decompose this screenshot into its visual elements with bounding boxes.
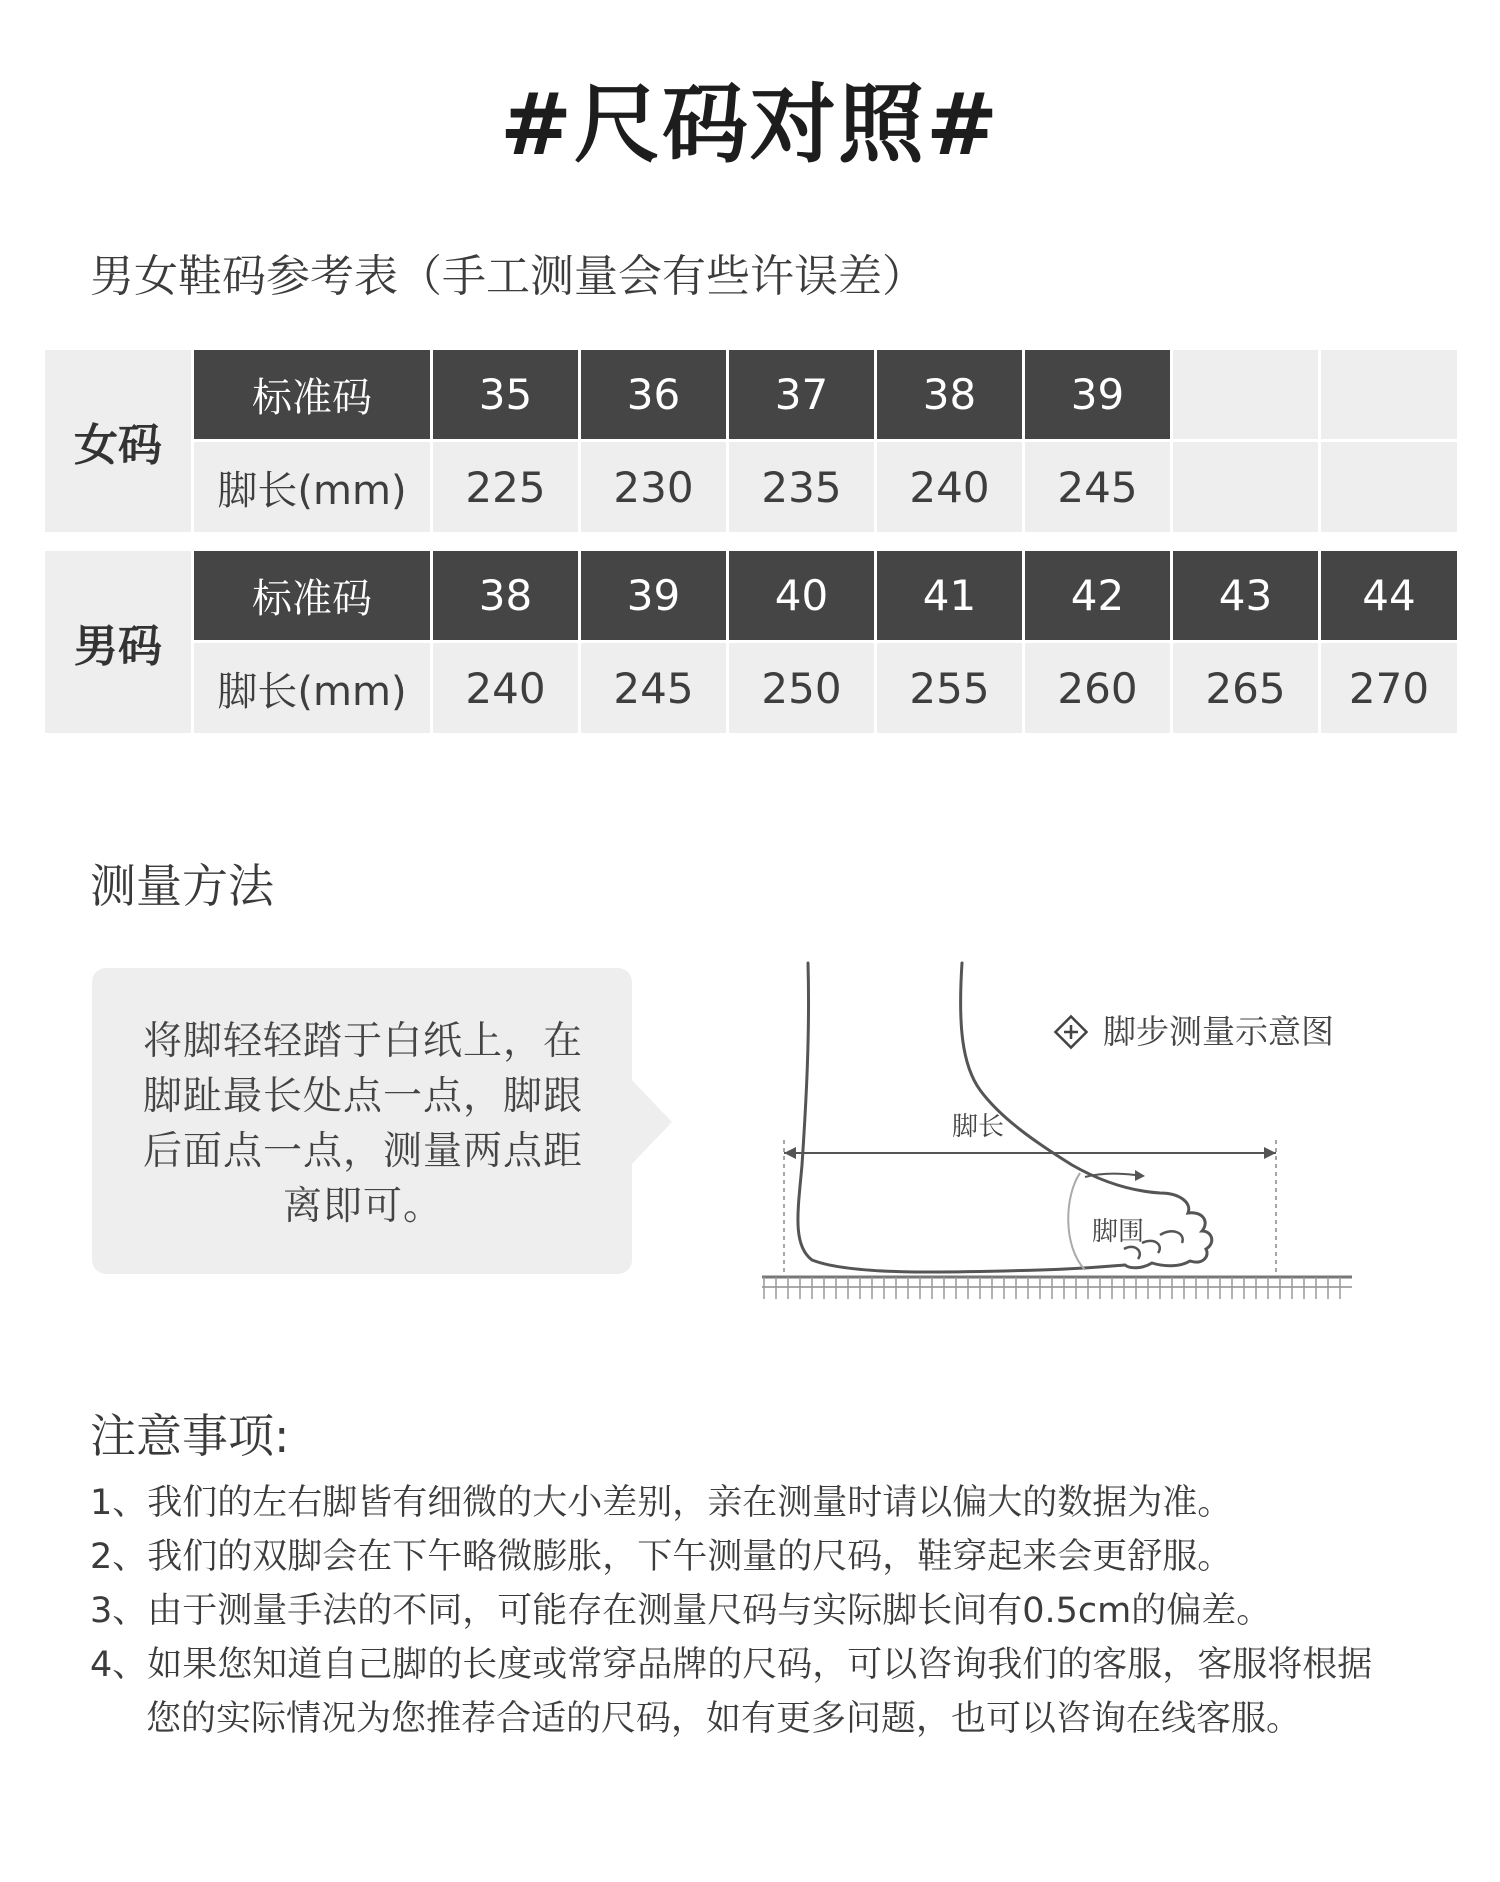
empty-cell bbox=[1321, 350, 1457, 439]
men-size-cell: 40 bbox=[729, 551, 874, 640]
girth-arrowhead bbox=[1135, 1170, 1145, 1181]
notes-list bbox=[90, 1476, 1430, 1746]
women-size-table bbox=[45, 350, 1457, 532]
method-heading: 测量方法 bbox=[90, 859, 274, 913]
length-label: 脚长 bbox=[952, 1112, 1005, 1142]
note-item: 2、我们的双脚会在下午略微膨胀，下午测量的尺码，鞋穿起来会更舒服。 bbox=[90, 1537, 1233, 1577]
men-length-row bbox=[194, 643, 1457, 733]
women-length-row bbox=[194, 442, 1457, 532]
foot-outline bbox=[798, 963, 1212, 1272]
men-length-cell: 260 bbox=[1025, 643, 1170, 733]
men-size-cell: 38 bbox=[433, 551, 578, 640]
men-length-header: 脚长(mm) bbox=[194, 643, 430, 733]
women-size-cell: 37 bbox=[729, 350, 874, 439]
note-item-continuation: 您的实际情况为您推荐合适的尺码，如有更多问题，也可以咨询在线客服。 bbox=[146, 1699, 1302, 1739]
girth-label: 脚围 bbox=[1092, 1217, 1145, 1247]
men-size-cell: 39 bbox=[581, 551, 726, 640]
men-length-cell: 240 bbox=[433, 643, 578, 733]
girth-arc bbox=[1068, 1173, 1085, 1270]
men-group-label: 男码 bbox=[45, 551, 191, 733]
women-length-header: 脚长(mm) bbox=[194, 442, 430, 532]
empty-cell bbox=[1173, 442, 1318, 532]
men-size-cell: 41 bbox=[877, 551, 1022, 640]
men-size-cell: 44 bbox=[1321, 551, 1457, 640]
women-size-cell: 39 bbox=[1025, 350, 1170, 439]
women-group-label: 女码 bbox=[45, 350, 191, 532]
women-length-cell: 240 bbox=[877, 442, 1022, 532]
length-arrowhead-left bbox=[784, 1147, 796, 1159]
note-item: 4、如果您知道自己脚的长度或常穿品牌的尺码，可以咨询我们的客服，客服将根据 bbox=[90, 1645, 1373, 1685]
women-size-cell: 36 bbox=[581, 350, 726, 439]
women-length-cell: 235 bbox=[729, 442, 874, 532]
men-size-row bbox=[194, 551, 1457, 640]
men-length-cell: 265 bbox=[1173, 643, 1318, 733]
length-arrowhead-right bbox=[1264, 1147, 1276, 1159]
men-length-cell: 255 bbox=[877, 643, 1022, 733]
foot-measurement-diagram bbox=[740, 955, 1360, 1315]
women-size-cell: 38 bbox=[877, 350, 1022, 439]
instruction-bubble bbox=[92, 968, 632, 1274]
women-length-cell: 230 bbox=[581, 442, 726, 532]
note-item: 1、我们的左右脚皆有细微的大小差别，亲在测量时请以偏大的数据为准。 bbox=[90, 1483, 1233, 1523]
men-size-header: 标准码 bbox=[194, 551, 430, 640]
empty-cell bbox=[1173, 350, 1318, 439]
women-size-header: 标准码 bbox=[194, 350, 430, 439]
women-length-cell: 225 bbox=[433, 442, 578, 532]
men-size-cell: 43 bbox=[1173, 551, 1318, 640]
diamond-plus-icon bbox=[1055, 1016, 1086, 1047]
men-length-cell: 250 bbox=[729, 643, 874, 733]
empty-cell bbox=[1321, 442, 1457, 532]
note-item: 3、由于测量手法的不同，可能存在测量尺码与实际脚长间有0.5cm的偏差。 bbox=[90, 1591, 1272, 1631]
men-length-cell: 270 bbox=[1321, 643, 1457, 733]
notes-heading: 注意事项: bbox=[90, 1409, 290, 1463]
size-chart-subtitle: 男女鞋码参考表（手工测量会有些许误差） bbox=[90, 251, 926, 302]
page-title: #尺码对照# bbox=[499, 75, 1001, 175]
women-size-cell: 35 bbox=[433, 350, 578, 439]
women-length-cell: 245 bbox=[1025, 442, 1170, 532]
women-size-row bbox=[194, 350, 1457, 439]
instruction-text: 将脚轻轻踏于白纸上，在脚趾最长处点一点，脚跟后面点一点，测量两点距离即可。 bbox=[142, 1019, 583, 1229]
diagram-caption: 脚步测量示意图 bbox=[1103, 1012, 1334, 1051]
ruler bbox=[762, 1277, 1352, 1299]
men-length-cell: 245 bbox=[581, 643, 726, 733]
men-size-cell: 42 bbox=[1025, 551, 1170, 640]
men-size-table bbox=[45, 551, 1457, 733]
